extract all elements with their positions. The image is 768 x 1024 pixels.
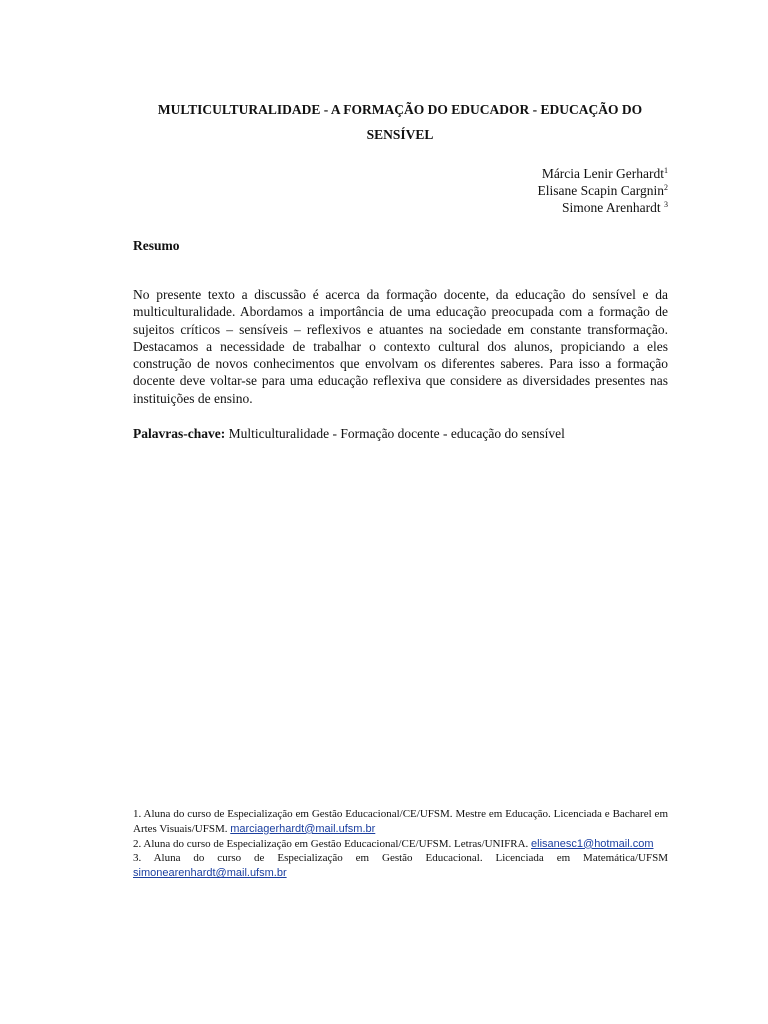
author-name: Simone Arenhardt bbox=[562, 200, 664, 215]
paper-title bbox=[132, 97, 668, 147]
keywords-label: Palavras-chave: bbox=[133, 426, 226, 441]
keywords bbox=[133, 426, 565, 442]
footnote-text: 3. Aluna do curso de Especialização em Gestão Educacional. Licenciada em Matemática/UFSM bbox=[133, 852, 668, 865]
footnote bbox=[133, 807, 668, 837]
email-link[interactable]: elisanesc1@hotmail.com bbox=[531, 837, 654, 850]
title-line-1: MULTICULTURALIDADE - A FORMAÇÃO DO EDUCADOR - EDUCAÇÃO DO bbox=[157, 102, 643, 117]
abstract-text: No presente texto a discussão é acerca da formação docente, da educação do sensível e da multiculturalidade. Abordamos a importância de uma educação preocupada com a formação de sujeitos críticos – sensíveis – reflexivos e atuantes na sociedade em constante transformação. Destacamos a necessidade de trabalhar o contexto cultural dos alunos, propiciando a eles construção de novos conhecimentos que envolvam os diferentes saberes. Para isso a formação docente deve voltar-se para uma educação reflexiva que considere as diversidades presentes nas instituições de ensino. bbox=[133, 287, 668, 406]
abstract-heading: Resumo bbox=[133, 238, 180, 253]
title-line-2: SENSÍVEL bbox=[366, 127, 434, 142]
author-name: Márcia Lenir Gerhardt bbox=[541, 166, 664, 181]
author bbox=[538, 182, 668, 199]
email-link[interactable]: marciagerhardt@mail.ufsm.br bbox=[230, 822, 376, 835]
author-footnote-mark: 1 bbox=[664, 166, 668, 175]
email-link[interactable]: simonearenhardt@mail.ufsm.br bbox=[133, 867, 287, 880]
footnote-text: 2. Aluna do curso de Especialização em Gestão Educacional/CE/UFSM. Letras/UNIFRA. bbox=[133, 837, 532, 850]
footnote bbox=[133, 837, 668, 852]
footnote bbox=[133, 851, 668, 881]
footnotes bbox=[133, 807, 668, 881]
keywords-value: Multiculturalidade - Formação docente - educação do sensível bbox=[225, 426, 565, 441]
author bbox=[538, 165, 668, 182]
author-name: Elisane Scapin Cargnin bbox=[537, 183, 664, 198]
author-footnote-mark: 3 bbox=[664, 200, 668, 209]
footnote-text: 1. Aluna do curso de Especialização em Gestão Educacional/CE/UFSM. Mestre em Educação. Licenciada e Bacharel em Artes Visuais/UFSM. bbox=[133, 808, 668, 835]
author-list bbox=[538, 165, 668, 216]
author bbox=[538, 199, 668, 216]
author-footnote-mark: 2 bbox=[664, 183, 668, 192]
